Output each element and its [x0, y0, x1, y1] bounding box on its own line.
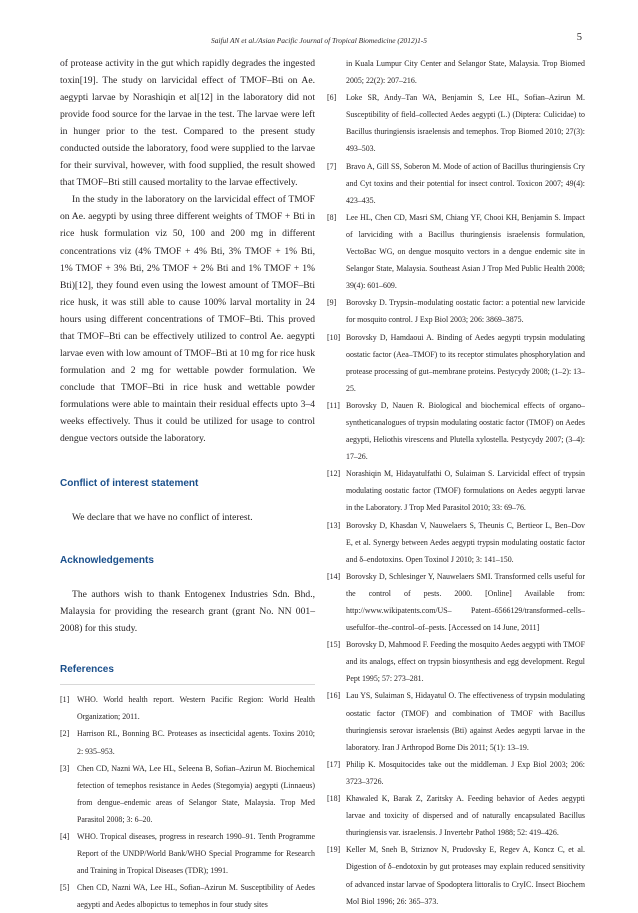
body-paragraph-2: In the study in the laboratory on the larvicidal effect of TMOF on Ae. aegypti by using three different weights of TMOF + Bti in rice husk formulation viz 50, 100 and 200 mg in different concentrations viz (4% TMOF + 4% Bti, 3% TMOF + 1% Bti, 1% TMOF + 3% Bti, 2% TMOF + 2% Bti and 1% TMOF + 1% Bti)[12], they found even using the lowest amount of TMOF–Bti rice husk, it was still able to cause 100% larval mortality in 24 hours using different concentrations of TMOF–Bti. This proved that TMOF–Bti can be effectively utilized to control Ae. aegypti larvae even with low amount of TMOF–Bti at 10 mg for rice husk formulation and 2 mg for wettable powder formulation. We conclude that TMOF–Bti in rice husk and wettable powder formulations were able to maintain their residual effects upto 3–4 weeks effectively. Thus it could be utilized for usage to control dengue vectors outside the laboratory.: [60, 194, 315, 445]
reference-item: [12] Norashiqin M, Hidayatulfathi O, Sulaiman S. Larvicidal effect of trypsin modulating oostatic factor (TMOF) formulations on Aedes aegypti larvae in the Laboratory. J Trop Med Parasitol 2010; 33: 69–76.: [327, 469, 585, 513]
references-list-right: [327, 55, 585, 910]
reference-item: [8] Lee HL, Chen CD, Masri SM, Chiang YF, Chooi KH, Benjamin S. Impact of larviciding with a Bacillus thuringiensis israelensis formulation, VectoBac WG, on dengue mosquito vectors in a dengue endemic site in Selangor State, Malaysia. Southeast Asian J Trop Med Public Health 2008; 39(4): 601–609.: [327, 212, 585, 291]
reference-item: [9] Borovsky D. Trypsin–modulating oostatic factor: a potential new larvicide for mosquito control. J Exp Biol 2003; 206: 3869–3875.: [327, 298, 585, 325]
reference-item: [14] Borovsky D, Schlesinger Y, Nauwelaers SMI. Transformed cells useful for the control of pests. 2000. [Online] Available from: http://www.wikipatents.com/US– Patent–6566129/transformed–cells–usefulfor–the–control–of–pests. [Accessed on 14 June, 2011]: [327, 571, 585, 633]
reference-item: [2] Harrison RL, Bonning BC. Proteases as insecticidal agents. Toxins 2010; 2: 935–953.: [60, 729, 315, 756]
references-heading-block: [60, 663, 315, 685]
references-divider: [60, 684, 315, 685]
reference-item: [13] Borovsky D, Khasdan V, Nauwelaers S, Theunis C, Bertieor L, Ben–Dov E, et al. Synergy between Aedes aegypti trypsin modulating oostatic factor and δ–endotoxins. Open Toxinol J 2010; 3: 141–150.: [327, 520, 585, 564]
reference-item: [19] Keller M, Sneh B, Striznov N, Prudovsky E, Regev A, Koncz C, et al. Digestion of δ–endotoxin by gut proteases may explain reduced sensitivity of advanced instar larvae of Spodoptera littoralis to CryIC. Insect Biochem Mol Biol 1996; 26: 365–373.: [327, 845, 585, 906]
reference-item: [18] Khawaled K, Barak Z, Zaritsky A. Feeding behavior of Aedes aegypti larvae and toxicity of dispersed and of naturally encapsulated Bacillus thuringiensis var. israelensis. J Invertebr Pathol 1988; 52: 419–426.: [327, 794, 585, 838]
acknowledgements-heading: Acknowledgements: [60, 555, 154, 567]
references-list-left: [60, 691, 315, 913]
reference-item: [4] WHO. Tropical diseases, progress in research 1990–91. Tenth Programme Report of the UNDP/World Bank/WHO Special Programme for Research and Training in Tropical Diseases (TDR); 1991.: [60, 832, 315, 876]
left-column: [60, 55, 315, 913]
reference-item: in Kuala Lumpur City Center and Selangor State, Malaysia. Trop Biomed 2005; 22(2): 207–216.: [346, 59, 585, 86]
conflict-heading: Conflict of interest statement: [60, 478, 199, 490]
reference-item: [11] Borovsky D, Nauen R. Biological and biochemical effects of organo–syntheticanalogues of trypsin modulating oostatic factor (TMOF) on Aedes aegypti, Heliothis virescens and Plutella xylostella. Pestycydy 2007; (3–4): 17–26.: [327, 400, 585, 462]
right-column: [327, 55, 585, 910]
reference-item: [15] Borovsky D, Mahmood F. Feeding the mosquito Aedes aegypti with TMOF and its analogs, effect on trypsin biosynthesis and egg development. Regul Pept 1995; 57: 273–281.: [327, 640, 586, 684]
reference-item: [7] Bravo A, Gill SS, Soberon M. Mode of action of Bacillus thuringiensis Cry and Cyt toxins and their potential for insect control. Toxicon 2007; 49(4): 423–435.: [327, 161, 585, 205]
running-head: Saiful AN et al./Asian Pacific Journal of Tropical Biomedicine (2012)1-5: [211, 36, 427, 45]
reference-item: [6] Loke SR, Andy–Tan WA, Benjamin S, Lee HL, Sofian–Azirun M. Susceptibility of field–collected Aedes aegypti (L.) (Diptera: Culicidae) to Bacillus thuringiensis israelensis and temephos. Trop Biomed 2010; 27(3): 493–503.: [327, 93, 585, 154]
page-number: 5: [576, 32, 582, 43]
reference-item: [3] Chen CD, Nazni WA, Lee HL, Seleena B, Sofian–Azirun M. Biochemical fetection of temephos resistance in Aedes (Stegomyia) aegypti (Linnaeus) from dengue–endemic areas of Selangor State, Malaysia. Trop Med Parasitol 2008; 3: 6–20.: [60, 763, 315, 824]
reference-item: [5] Chen CD, Nazni WA, Lee HL, Sofian–Azirun M. Susceptibility of Aedes aegypti and Aedes albopictus to temephos in four study sites: [60, 883, 315, 910]
references-heading: References: [60, 664, 114, 676]
conflict-text: We declare that we have no conflict of interest.: [72, 512, 253, 524]
acknowledgements-text: The authors wish to thank Entogenex Industries Sdn. Bhd., Malaysia for providing the research grant (grant No. NN 001–2008) for this study.: [60, 589, 315, 635]
reference-item: [10] Borovsky D, Hamdaoui A. Binding of Aedes aegypti trypsin modulating oostatic factor (Aea–TMOF) to its receptor stimulates phosphorylation and protease processing of gut–membrane proteins. Pestycydy 2008; (1–2): 13–25.: [327, 332, 585, 393]
body-paragraph-1: of protease activity in the gut which rapidly degrades the ingested toxin[19]. The study on larvicidal effect of TMOF–Bti on Ae. aegypti larvae by Norashiqin et al[12] in the laboratory did not provide food source for the larvae in the test. The larvae were left in hunger prior to the test. Compared to the present study conducted outside the laboratory, food were supplied to the larvae for their survival, however, with food supplied, the result showed that TMOF–Bti still caused mortality to the larvae effectively.: [60, 58, 315, 189]
reference-item: [1] WHO. World health report. Western Pacific Region: World Health Organization; 2011.: [60, 695, 315, 722]
reference-item: [17] Philip K. Mosquitocides take out the middleman. J Exp Biol 2003; 206: 3723–3726.: [327, 759, 585, 786]
reference-item: [16] Lau YS, Sulaiman S, Hidayatul O. The effectiveness of trypsin modulating oostatic factor (TMOF) and combination of TMOF with Bacillus thuringiensis serovar israelensis (Bti) against Aedes aegypti larvae in the laboratory. Iran J Arthropod Borne Dis 2011; 5(1): 13–19.: [327, 691, 585, 752]
